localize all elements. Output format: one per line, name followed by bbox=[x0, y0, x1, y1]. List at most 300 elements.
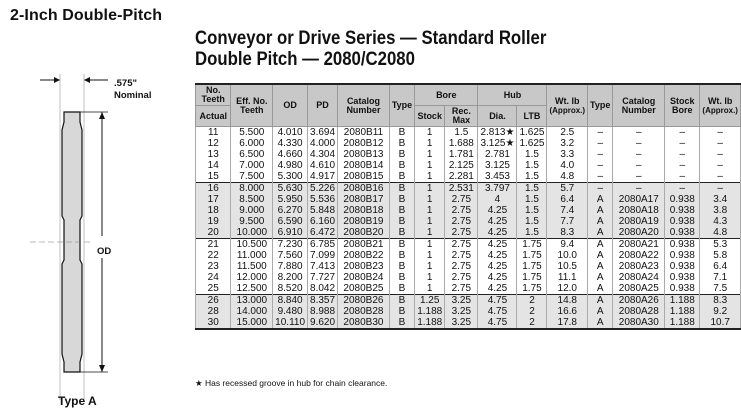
cell-od: 7.230 bbox=[273, 239, 308, 251]
cell-cat2: 2080A19 bbox=[613, 216, 665, 227]
cell-type2: A bbox=[588, 272, 613, 283]
cell-stock: 1.188 bbox=[415, 306, 445, 317]
cell-cat: 2080B15 bbox=[338, 171, 390, 183]
cell-type: B bbox=[389, 205, 414, 216]
cell-od: 4.010 bbox=[273, 127, 308, 139]
cell-dia: 4 bbox=[478, 194, 517, 205]
series-title-line1: Conveyor or Drive Series — Standard Roller bbox=[195, 27, 547, 49]
cell-bore2: 0.938 bbox=[665, 205, 700, 216]
cell-rec: 2.531 bbox=[445, 183, 478, 195]
cell-stock: 1 bbox=[415, 183, 445, 195]
cell-actual: 16 bbox=[196, 183, 231, 195]
cell-bore2: 1.188 bbox=[665, 306, 700, 317]
header-actual: Actual bbox=[196, 106, 231, 127]
cell-dia: 4.25 bbox=[478, 250, 517, 261]
cell-pd: 8.357 bbox=[308, 295, 338, 307]
cell-stock: 1 bbox=[415, 272, 445, 283]
cell-wt2: 5.3 bbox=[700, 239, 741, 251]
cell-wt2: 5.8 bbox=[700, 250, 741, 261]
header-type: Type bbox=[389, 84, 414, 127]
sprocket-spec-table bbox=[195, 83, 741, 330]
cell-wt: 4.8 bbox=[547, 171, 588, 183]
cell-cat2: 2080A17 bbox=[613, 194, 665, 205]
cell-actual: 15 bbox=[196, 171, 231, 183]
cell-actual: 21 bbox=[196, 239, 231, 251]
cell-type2: A bbox=[588, 239, 613, 251]
cell-wt2: 7.5 bbox=[700, 283, 741, 295]
cell-actual: 18 bbox=[196, 205, 231, 216]
cell-type: B bbox=[389, 239, 414, 251]
cell-cat2: 2080A30 bbox=[613, 317, 665, 329]
cell-type: B bbox=[389, 171, 414, 183]
cell-stock: 1 bbox=[415, 205, 445, 216]
cell-type: B bbox=[389, 317, 414, 329]
cell-stock: 1 bbox=[415, 261, 445, 272]
cell-cat: 2080B24 bbox=[338, 272, 390, 283]
cell-wt2: 3.8 bbox=[700, 205, 741, 216]
cell-wt: 3.3 bbox=[547, 149, 588, 160]
cell-ltb: 1.5 bbox=[517, 149, 547, 160]
cell-dia: 4.75 bbox=[478, 306, 517, 317]
cell-ltb: 1.625 bbox=[517, 138, 547, 149]
cell-pd: 4.304 bbox=[308, 149, 338, 160]
cell-wt2: – bbox=[700, 149, 741, 160]
header-wt-lb bbox=[547, 84, 588, 127]
cell-pd: 6.472 bbox=[308, 227, 338, 239]
cell-eff: 6.500 bbox=[231, 149, 273, 160]
cell-actual: 19 bbox=[196, 216, 231, 227]
pitch-dimension-label: .575" bbox=[114, 78, 137, 89]
cell-type: B bbox=[389, 272, 414, 283]
cell-bore2: 0.938 bbox=[665, 227, 700, 239]
cell-rec: 2.75 bbox=[445, 272, 478, 283]
cell-ltb: 1.75 bbox=[517, 239, 547, 251]
cell-rec: 2.75 bbox=[445, 239, 478, 251]
cell-ltb: 2 bbox=[517, 317, 547, 329]
cell-bore2: – bbox=[665, 149, 700, 160]
cell-ltb: 1.5 bbox=[517, 227, 547, 239]
cell-eff: 9.500 bbox=[231, 216, 273, 227]
cell-cat: 2080B12 bbox=[338, 138, 390, 149]
cell-type2: – bbox=[588, 127, 613, 139]
cell-wt: 4.0 bbox=[547, 160, 588, 171]
cell-wt2: – bbox=[700, 138, 741, 149]
cell-dia: 2.781 bbox=[478, 149, 517, 160]
cell-dia: 2.813★ bbox=[478, 127, 517, 139]
cell-eff: 14.000 bbox=[231, 306, 273, 317]
header-stock-bore: Stock Bore bbox=[665, 84, 700, 127]
cell-bore2: – bbox=[665, 160, 700, 171]
cell-pd: 5.536 bbox=[308, 194, 338, 205]
cell-cat: 2080B21 bbox=[338, 239, 390, 251]
cell-actual: 28 bbox=[196, 306, 231, 317]
header-catalog-number: Catalog Number bbox=[338, 84, 390, 127]
header-type2: Type bbox=[588, 84, 613, 127]
cell-type: B bbox=[389, 183, 414, 195]
cell-stock: 1 bbox=[415, 160, 445, 171]
cell-rec: 2.75 bbox=[445, 216, 478, 227]
cell-wt2: – bbox=[700, 171, 741, 183]
header-bore: Bore bbox=[415, 84, 478, 106]
cell-bore2: 0.938 bbox=[665, 283, 700, 295]
cell-type: B bbox=[389, 261, 414, 272]
cell-type: B bbox=[389, 138, 414, 149]
cell-actual: 12 bbox=[196, 138, 231, 149]
cell-eff: 10.000 bbox=[231, 227, 273, 239]
cell-type: B bbox=[389, 306, 414, 317]
cell-eff: 11.500 bbox=[231, 261, 273, 272]
cell-type: B bbox=[389, 216, 414, 227]
cell-eff: 10.500 bbox=[231, 239, 273, 251]
cell-type2: A bbox=[588, 295, 613, 307]
cell-cat2: – bbox=[613, 127, 665, 139]
cell-dia: 3.125★ bbox=[478, 138, 517, 149]
cell-actual: 26 bbox=[196, 295, 231, 307]
cell-rec: 1.688 bbox=[445, 138, 478, 149]
cell-od: 4.330 bbox=[273, 138, 308, 149]
header-ltb: LTB bbox=[517, 106, 547, 127]
header-eff-no-teeth: Eff. No. Teeth bbox=[231, 84, 273, 127]
cell-cat2: 2080A26 bbox=[613, 295, 665, 307]
cell-bore2: – bbox=[665, 127, 700, 139]
cell-cat: 2080B25 bbox=[338, 283, 390, 295]
cell-wt: 6.4 bbox=[547, 194, 588, 205]
cell-cat: 2080B13 bbox=[338, 149, 390, 160]
cell-wt: 2.5 bbox=[547, 127, 588, 139]
cell-bore2: 0.938 bbox=[665, 216, 700, 227]
cell-wt: 10.0 bbox=[547, 250, 588, 261]
cell-pd: 4.000 bbox=[308, 138, 338, 149]
cell-pd: 6.785 bbox=[308, 239, 338, 251]
cell-wt: 14.8 bbox=[547, 295, 588, 307]
cell-rec: 2.75 bbox=[445, 261, 478, 272]
cell-wt: 10.5 bbox=[547, 261, 588, 272]
cell-bore2: – bbox=[665, 138, 700, 149]
cell-ltb: 1.5 bbox=[517, 171, 547, 183]
cell-ltb: 1.625 bbox=[517, 127, 547, 139]
cell-type: B bbox=[389, 250, 414, 261]
cell-cat: 2080B14 bbox=[338, 160, 390, 171]
cell-cat: 2080B11 bbox=[338, 127, 390, 139]
cell-cat2: – bbox=[613, 160, 665, 171]
cell-pd: 5.226 bbox=[308, 183, 338, 195]
cell-od: 5.300 bbox=[273, 171, 308, 183]
cell-type2: A bbox=[588, 227, 613, 239]
cell-type2: A bbox=[588, 283, 613, 295]
header-dia: Dia. bbox=[478, 106, 517, 127]
cell-type2: A bbox=[588, 194, 613, 205]
cell-eff: 8.500 bbox=[231, 194, 273, 205]
header-approx: (Approx.) bbox=[549, 105, 586, 115]
cell-rec: 2.281 bbox=[445, 171, 478, 183]
cell-actual: 23 bbox=[196, 261, 231, 272]
cell-wt: 7.7 bbox=[547, 216, 588, 227]
cell-eff: 15.000 bbox=[231, 317, 273, 329]
cell-dia: 4.25 bbox=[478, 216, 517, 227]
table-row bbox=[196, 239, 741, 251]
cell-bore2: – bbox=[665, 171, 700, 183]
cell-rec: 2.75 bbox=[445, 250, 478, 261]
table-row bbox=[196, 317, 741, 329]
cell-cat: 2080B23 bbox=[338, 261, 390, 272]
header-wt-lb-text: Wt. lb bbox=[555, 95, 580, 106]
cell-type2: – bbox=[588, 149, 613, 160]
table-row bbox=[196, 295, 741, 307]
header-stock: Stock bbox=[415, 106, 445, 127]
cell-dia: 3.453 bbox=[478, 171, 517, 183]
cell-cat: 2080B28 bbox=[338, 306, 390, 317]
cell-actual: 13 bbox=[196, 149, 231, 160]
header-wt-lb2-text: Wt. lb bbox=[707, 95, 733, 106]
cell-pd: 8.988 bbox=[308, 306, 338, 317]
table-row bbox=[196, 306, 741, 317]
cell-wt: 3.2 bbox=[547, 138, 588, 149]
cell-rec: 3.25 bbox=[445, 317, 478, 329]
cell-actual: 20 bbox=[196, 227, 231, 239]
cell-eff: 13.000 bbox=[231, 295, 273, 307]
cell-actual: 17 bbox=[196, 194, 231, 205]
cell-wt2: 3.4 bbox=[700, 194, 741, 205]
footnote: ★ Has recessed groove in hub for chain clearance. bbox=[195, 378, 388, 388]
cell-actual: 24 bbox=[196, 272, 231, 283]
cell-dia: 4.25 bbox=[478, 227, 517, 239]
cell-pd: 9.620 bbox=[308, 317, 338, 329]
cell-pd: 7.413 bbox=[308, 261, 338, 272]
cell-stock: 1 bbox=[415, 194, 445, 205]
cell-cat2: 2080A20 bbox=[613, 227, 665, 239]
table-row bbox=[196, 250, 741, 261]
cell-cat: 2080B16 bbox=[338, 183, 390, 195]
cell-rec: 2.75 bbox=[445, 194, 478, 205]
cell-actual: 11 bbox=[196, 127, 231, 139]
cell-stock: 1 bbox=[415, 239, 445, 251]
table-row bbox=[196, 272, 741, 283]
cell-wt2: 4.8 bbox=[700, 227, 741, 239]
cell-cat: 2080B22 bbox=[338, 250, 390, 261]
cell-eff: 8.000 bbox=[231, 183, 273, 195]
cell-type2: – bbox=[588, 138, 613, 149]
cell-stock: 1.25 bbox=[415, 295, 445, 307]
table-row bbox=[196, 171, 741, 183]
cell-type: B bbox=[389, 295, 414, 307]
cell-type2: A bbox=[588, 306, 613, 317]
cell-pd: 7.099 bbox=[308, 250, 338, 261]
cell-od: 8.200 bbox=[273, 272, 308, 283]
cell-type: B bbox=[389, 160, 414, 171]
cell-od: 7.560 bbox=[273, 250, 308, 261]
cell-cat2: 2080A21 bbox=[613, 239, 665, 251]
cell-od: 5.950 bbox=[273, 194, 308, 205]
cell-cat2: 2080A22 bbox=[613, 250, 665, 261]
cell-wt2: 6.4 bbox=[700, 261, 741, 272]
cell-type: B bbox=[389, 283, 414, 295]
table-row bbox=[196, 127, 741, 139]
cell-od: 4.660 bbox=[273, 149, 308, 160]
table-row bbox=[196, 283, 741, 295]
cell-ltb: 1.5 bbox=[517, 160, 547, 171]
cell-wt: 9.4 bbox=[547, 239, 588, 251]
sprocket-diagram bbox=[0, 70, 190, 410]
cell-dia: 4.25 bbox=[478, 261, 517, 272]
cell-wt2: – bbox=[700, 160, 741, 171]
cell-cat2: 2080A28 bbox=[613, 306, 665, 317]
cell-wt: 5.7 bbox=[547, 183, 588, 195]
spec-table-body bbox=[196, 127, 741, 330]
cell-stock: 1.188 bbox=[415, 317, 445, 329]
table-row bbox=[196, 227, 741, 239]
header-hub: Hub bbox=[478, 84, 547, 106]
cell-ltb: 1.5 bbox=[517, 216, 547, 227]
cell-type2: – bbox=[588, 183, 613, 195]
cell-bore2: 0.938 bbox=[665, 250, 700, 261]
cell-cat2: – bbox=[613, 149, 665, 160]
cell-pd: 7.727 bbox=[308, 272, 338, 283]
cell-dia: 4.25 bbox=[478, 205, 517, 216]
cell-type2: A bbox=[588, 250, 613, 261]
header-approx2: (Approx.) bbox=[702, 105, 738, 115]
table-row bbox=[196, 138, 741, 149]
cell-rec: 3.25 bbox=[445, 295, 478, 307]
cell-od: 6.270 bbox=[273, 205, 308, 216]
cell-stock: 1 bbox=[415, 216, 445, 227]
cell-rec: 2.125 bbox=[445, 160, 478, 171]
cell-wt2: – bbox=[700, 127, 741, 139]
header-rec-max: Rec. Max bbox=[445, 106, 478, 127]
cell-type2: – bbox=[588, 160, 613, 171]
cell-bore2: 0.938 bbox=[665, 194, 700, 205]
cell-type2: A bbox=[588, 216, 613, 227]
cell-ltb: 1.75 bbox=[517, 250, 547, 261]
cell-eff: 6.000 bbox=[231, 138, 273, 149]
cell-od: 7.880 bbox=[273, 261, 308, 272]
cell-od: 6.910 bbox=[273, 227, 308, 239]
table-row bbox=[196, 216, 741, 227]
cell-wt2: 7.1 bbox=[700, 272, 741, 283]
header-od: OD bbox=[273, 84, 308, 127]
cell-rec: 2.75 bbox=[445, 283, 478, 295]
cell-ltb: 1.75 bbox=[517, 261, 547, 272]
table-row bbox=[196, 160, 741, 171]
cell-wt2: 9.2 bbox=[700, 306, 741, 317]
cell-cat: 2080B20 bbox=[338, 227, 390, 239]
cell-cat2: – bbox=[613, 183, 665, 195]
header-wt-lb2 bbox=[700, 84, 741, 127]
cell-rec: 2.75 bbox=[445, 205, 478, 216]
cell-ltb: 2 bbox=[517, 306, 547, 317]
table-row bbox=[196, 205, 741, 216]
cell-stock: 1 bbox=[415, 138, 445, 149]
cell-cat2: – bbox=[613, 171, 665, 183]
type-a-label: Type A bbox=[58, 394, 97, 408]
cell-dia: 3.797 bbox=[478, 183, 517, 195]
cell-od: 8.520 bbox=[273, 283, 308, 295]
cell-pd: 5.848 bbox=[308, 205, 338, 216]
cell-cat2: 2080A25 bbox=[613, 283, 665, 295]
cell-actual: 22 bbox=[196, 250, 231, 261]
cell-wt: 16.6 bbox=[547, 306, 588, 317]
cell-bore2: 1.188 bbox=[665, 295, 700, 307]
cell-cat: 2080B26 bbox=[338, 295, 390, 307]
cell-ltb: 2 bbox=[517, 295, 547, 307]
cell-od: 8.840 bbox=[273, 295, 308, 307]
table-row bbox=[196, 194, 741, 205]
cell-wt: 11.1 bbox=[547, 272, 588, 283]
cell-cat: 2080B30 bbox=[338, 317, 390, 329]
cell-bore2: – bbox=[665, 183, 700, 195]
cell-eff: 7.500 bbox=[231, 171, 273, 183]
header-pd: PD bbox=[308, 84, 338, 127]
table-row bbox=[196, 149, 741, 160]
cell-pd: 4.610 bbox=[308, 160, 338, 171]
cell-rec: 3.25 bbox=[445, 306, 478, 317]
cell-od: 5.630 bbox=[273, 183, 308, 195]
cell-type2: A bbox=[588, 205, 613, 216]
cell-stock: 1 bbox=[415, 227, 445, 239]
cell-dia: 4.75 bbox=[478, 317, 517, 329]
cell-od: 10.110 bbox=[273, 317, 308, 329]
cell-pd: 8.042 bbox=[308, 283, 338, 295]
cell-actual: 14 bbox=[196, 160, 231, 171]
cell-type: B bbox=[389, 127, 414, 139]
cell-wt: 7.4 bbox=[547, 205, 588, 216]
cell-eff: 7.000 bbox=[231, 160, 273, 171]
header-no-teeth: No. Teeth bbox=[196, 84, 231, 106]
cell-wt: 8.3 bbox=[547, 227, 588, 239]
cell-cat: 2080B17 bbox=[338, 194, 390, 205]
header-catalog-number2: Catalog Number bbox=[613, 84, 665, 127]
cell-pd: 3.694 bbox=[308, 127, 338, 139]
sprocket-side-profile bbox=[0, 70, 190, 400]
cell-eff: 5.500 bbox=[231, 127, 273, 139]
cell-stock: 1 bbox=[415, 171, 445, 183]
cell-cat2: 2080A18 bbox=[613, 205, 665, 216]
series-title-line2: Double Pitch — 2080/C2080 bbox=[195, 48, 415, 70]
cell-bore2: 0.938 bbox=[665, 239, 700, 251]
cell-stock: 1 bbox=[415, 127, 445, 139]
cell-eff: 12.000 bbox=[231, 272, 273, 283]
table-row bbox=[196, 261, 741, 272]
cell-rec: 2.75 bbox=[445, 227, 478, 239]
cell-actual: 25 bbox=[196, 283, 231, 295]
cell-cat: 2080B18 bbox=[338, 205, 390, 216]
cell-actual: 30 bbox=[196, 317, 231, 329]
cell-type: B bbox=[389, 194, 414, 205]
od-dimension-label: OD bbox=[97, 246, 112, 257]
cell-type2: – bbox=[588, 171, 613, 183]
cell-cat2: – bbox=[613, 138, 665, 149]
cell-wt2: 4.3 bbox=[700, 216, 741, 227]
cell-bore2: 0.938 bbox=[665, 261, 700, 272]
cell-wt2: – bbox=[700, 183, 741, 195]
cell-rec: 1.5 bbox=[445, 127, 478, 139]
series-title bbox=[195, 28, 546, 70]
cell-wt: 17.8 bbox=[547, 317, 588, 329]
cell-eff: 9.000 bbox=[231, 205, 273, 216]
page-heading: 2-Inch Double-Pitch bbox=[10, 7, 163, 24]
cell-wt: 12.0 bbox=[547, 283, 588, 295]
cell-type: B bbox=[389, 149, 414, 160]
cell-wt2: 10.7 bbox=[700, 317, 741, 329]
cell-od: 6.590 bbox=[273, 216, 308, 227]
cell-od: 9.480 bbox=[273, 306, 308, 317]
cell-bore2: 1.188 bbox=[665, 317, 700, 329]
cell-dia: 4.25 bbox=[478, 239, 517, 251]
nominal-label: Nominal bbox=[114, 90, 152, 101]
cell-pd: 6.160 bbox=[308, 216, 338, 227]
cell-stock: 1 bbox=[415, 250, 445, 261]
cell-stock: 1 bbox=[415, 283, 445, 295]
cell-cat2: 2080A24 bbox=[613, 272, 665, 283]
